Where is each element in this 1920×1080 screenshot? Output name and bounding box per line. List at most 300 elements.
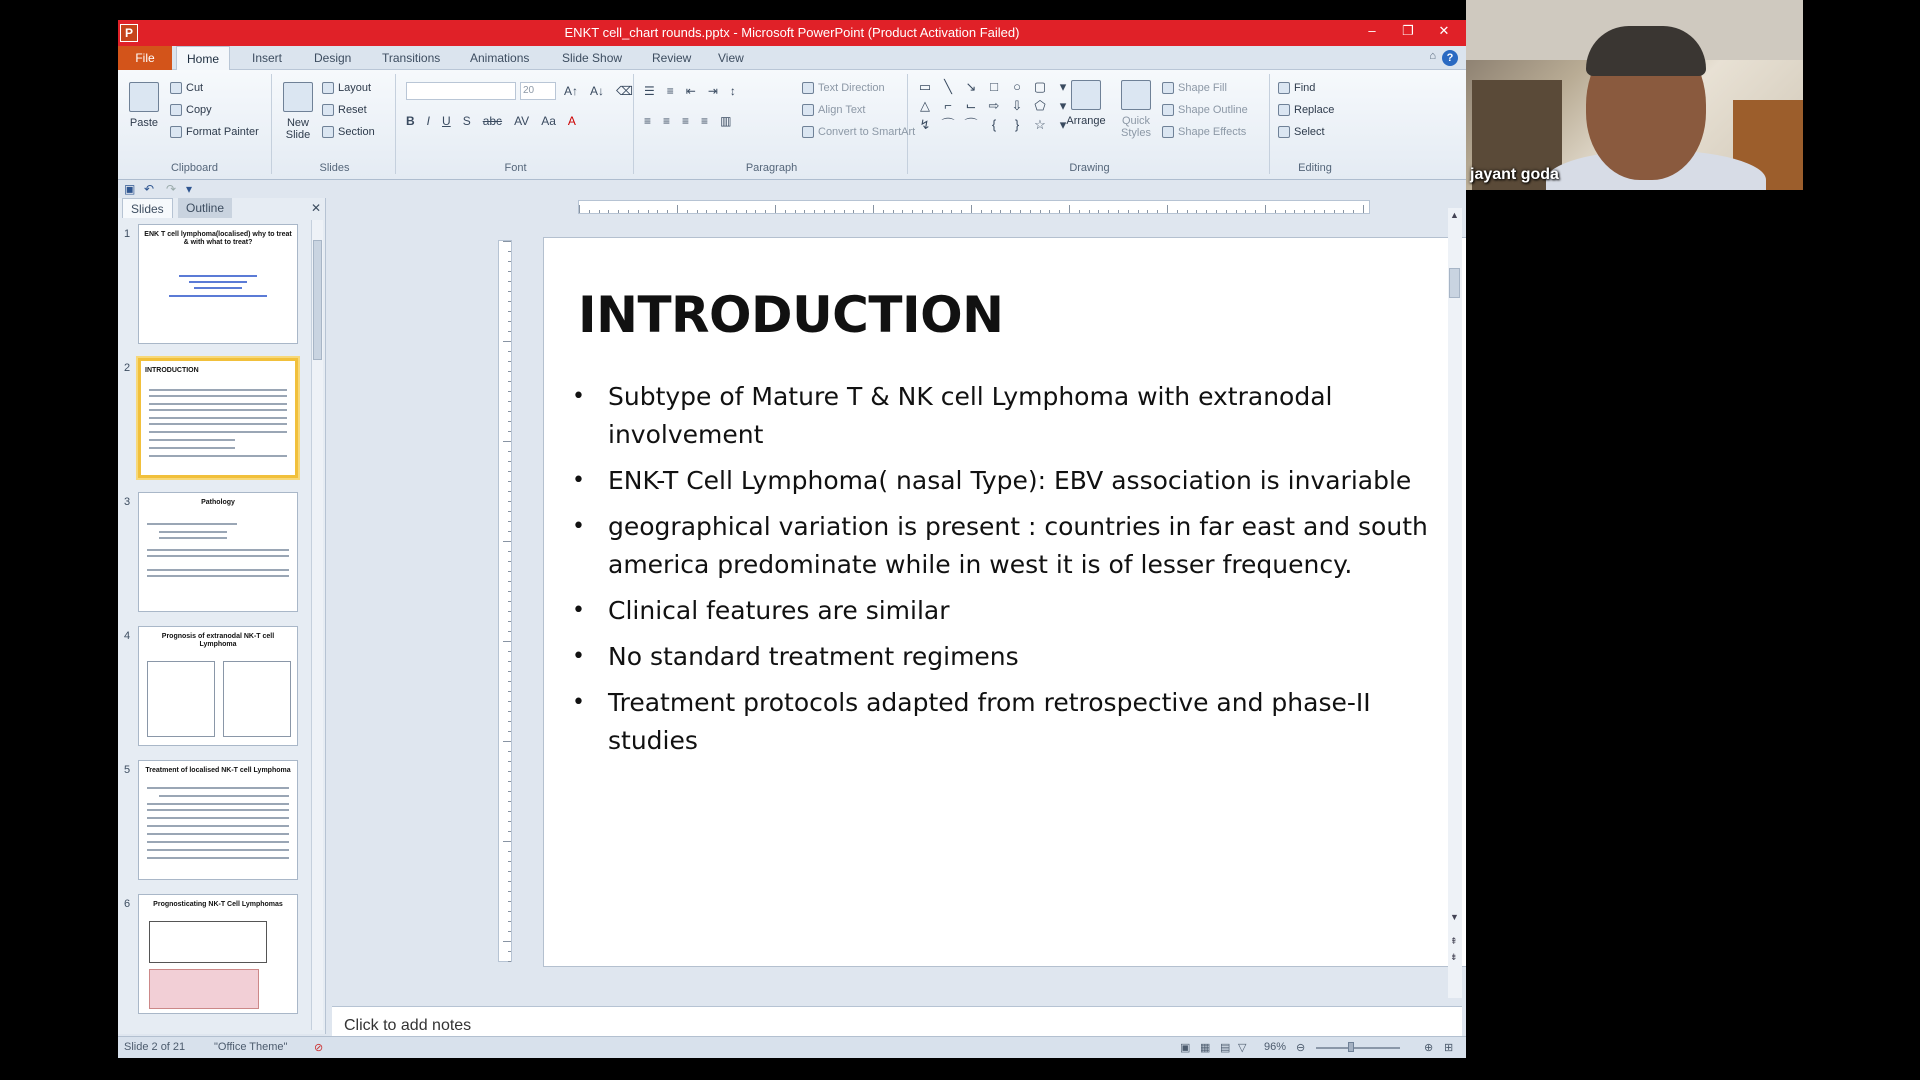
layout-button[interactable]: Layout (322, 82, 371, 94)
ruler-tick (1334, 210, 1335, 213)
more-shapes-icon[interactable]: ▾ (1059, 79, 1067, 94)
ruler-tick (508, 601, 511, 602)
undo-icon[interactable]: ↶ (144, 182, 155, 196)
ruler-tick (1049, 210, 1050, 213)
zoom-slider[interactable] (1316, 1047, 1400, 1049)
ruler-tick (1216, 210, 1217, 213)
shadow-icon[interactable]: S (462, 114, 471, 128)
ruler-tick (1196, 210, 1197, 213)
align-text-icon (802, 104, 814, 116)
ruler-tick (508, 401, 511, 402)
zoom-slider-thumb[interactable] (1348, 1042, 1354, 1052)
ruler-tick (508, 551, 511, 552)
ruler-tick (508, 631, 511, 632)
align-row (644, 114, 731, 128)
ruler-tick (508, 901, 511, 902)
slide-number: 1 (124, 228, 131, 240)
ruler-tick (1285, 210, 1286, 213)
ruler-tick (508, 281, 511, 282)
line-shape-icon[interactable]: ╲ (944, 79, 952, 94)
slide-thumbnail-6[interactable] (124, 894, 294, 1018)
italic-icon[interactable]: I (426, 114, 431, 128)
ruler-tick (508, 251, 511, 252)
shapes-gallery[interactable] (916, 79, 1067, 132)
clipboard-group (118, 74, 272, 174)
ruler-tick (508, 391, 511, 392)
ruler-tick (508, 581, 511, 582)
ruler-tick (1294, 210, 1295, 213)
thumbnail-frame (138, 224, 298, 344)
ruler-tick (893, 210, 894, 213)
format-painter-icon (170, 126, 182, 138)
thumbnail-frame (138, 626, 298, 746)
paste-icon (129, 82, 159, 112)
reset-button[interactable]: Reset (322, 104, 367, 116)
slideshow-view-icon[interactable]: ▽ (1238, 1042, 1247, 1054)
ribbon-tabs (118, 46, 1466, 70)
convert-smartart-button[interactable]: Convert to SmartArt (802, 126, 915, 138)
right-arrow-shape-icon[interactable]: ⇨ (988, 98, 1000, 113)
paste-button[interactable]: Paste (126, 82, 162, 129)
help-icon[interactable]: ? (1442, 50, 1458, 66)
ruler-tick (795, 210, 796, 213)
zoom-out-icon[interactable]: ⊖ (1296, 1042, 1306, 1054)
ruler-tick (508, 371, 511, 372)
ruler-tick (508, 771, 511, 772)
quick-access-toolbar (118, 180, 1466, 198)
drawing-label: Drawing (1069, 162, 1110, 174)
normal-view-icon[interactable]: ▣ (1180, 1042, 1191, 1054)
tab-animations[interactable]: Animations (470, 51, 530, 65)
arc-shape-icon[interactable]: ⌒ (964, 117, 978, 132)
editing-label: Editing (1298, 162, 1332, 174)
bullet-item[interactable]: • No standard treatment regimens (572, 638, 1452, 676)
ruler-tick (508, 871, 511, 872)
ruler-tick (508, 351, 511, 352)
ruler-tick (638, 210, 639, 213)
ruler-tick (508, 591, 511, 592)
ruler-tick (508, 481, 511, 482)
close-button[interactable]: ✕ (1438, 23, 1450, 38)
font-format-row (406, 114, 576, 128)
cut-button[interactable]: Cut (170, 82, 203, 94)
thumbnail-scrollbar[interactable] (311, 220, 323, 1030)
font-size-box[interactable]: 20 (520, 82, 556, 100)
new-slide-button[interactable]: New Slide (278, 82, 318, 141)
ruler-tick (1010, 210, 1011, 213)
brace-right-shape-icon[interactable]: } (1014, 117, 1020, 132)
minimize-button[interactable]: – (1368, 23, 1376, 38)
bullet-item[interactable]: • Treatment protocols adapted from retrospective and phase-II studies (572, 684, 1452, 760)
ruler-tick (508, 821, 511, 822)
ruler-tick (508, 661, 511, 662)
editing-group (1272, 74, 1358, 174)
tab-file[interactable]: File (118, 46, 172, 70)
ruler-tick (1255, 210, 1256, 213)
zoom-level[interactable]: 96% (1264, 1041, 1287, 1053)
ruler-tick (508, 271, 511, 272)
slide-number: 4 (124, 630, 131, 642)
ruler-tick (1069, 205, 1070, 213)
ruler-tick (1059, 210, 1060, 213)
ruler-tick (508, 431, 511, 432)
elbow-shape-icon[interactable]: ⌐ (944, 98, 952, 113)
ruler-tick (697, 210, 698, 213)
ruler-tick (951, 210, 952, 213)
tab-slide-show[interactable]: Slide Show (562, 51, 623, 65)
slides-pane (118, 198, 326, 1034)
textbox-shape-icon[interactable]: ▭ (918, 79, 932, 94)
ruler-tick (1275, 210, 1276, 213)
slide-body[interactable] (572, 378, 1452, 768)
grow-font-icon[interactable]: A↑ (564, 84, 579, 98)
quick-styles-icon (1121, 80, 1151, 110)
theme-name: "Office Theme" (214, 1041, 288, 1053)
ruler-tick (706, 210, 707, 213)
slide-sorter-icon[interactable]: ▦ (1200, 1042, 1211, 1054)
minimize-ribbon-icon[interactable]: ⌂ (1429, 50, 1436, 62)
ruler-tick (1089, 210, 1090, 213)
curve-shape-icon[interactable]: ↯ (919, 117, 931, 132)
ruler-tick (1020, 210, 1021, 213)
ruler-tick (508, 731, 511, 732)
ruler-tick (991, 210, 992, 213)
ruler-tick (765, 210, 766, 213)
ruler-tick (667, 210, 668, 213)
format-painter-button[interactable]: Format Painter (170, 126, 259, 138)
ruler-tick (1128, 210, 1129, 213)
ruler-tick (599, 210, 600, 213)
scroll-down-icon[interactable]: ▼ (1450, 912, 1459, 922)
reset-icon (322, 104, 334, 116)
ruler-tick (508, 651, 511, 652)
ruler-tick (508, 421, 511, 422)
thumbnail-frame (138, 492, 298, 612)
ruler-tick (508, 521, 511, 522)
scroll-shapes-icon[interactable]: ▾ (1059, 98, 1067, 113)
ruler-tick (1108, 210, 1109, 213)
connector-shape-icon[interactable]: ⌙ (965, 98, 977, 113)
zoom-in-icon[interactable]: ⊕ (1424, 1042, 1434, 1054)
spacing-icon[interactable]: AV (514, 114, 530, 128)
ruler-tick (508, 381, 511, 382)
shape-effects-button[interactable]: Shape Effects (1162, 126, 1246, 138)
slide-counter: Slide 2 of 21 (124, 1041, 186, 1053)
current-slide[interactable] (544, 238, 1466, 966)
tab-outline[interactable]: Outline (178, 198, 232, 218)
ruler-tick (1079, 210, 1080, 213)
slide-number: 5 (124, 764, 131, 776)
ruler-tick (508, 781, 511, 782)
ruler-tick (503, 941, 511, 942)
ruler-tick (503, 741, 511, 742)
down-arrow-shape-icon[interactable]: ⇩ (1011, 98, 1023, 113)
freeform-shape-icon[interactable]: ⌒ (941, 117, 955, 132)
rectangle-shape-icon[interactable]: □ (990, 79, 998, 94)
star-shape-icon[interactable]: ☆ (1034, 117, 1046, 132)
bullets-icon[interactable]: ☰ (644, 84, 655, 98)
clear-format-icon[interactable]: ⌫ (616, 84, 633, 98)
ruler-tick (932, 210, 933, 213)
ruler-tick (1265, 205, 1266, 213)
ruler-tick (508, 571, 511, 572)
ruler-tick (508, 311, 511, 312)
ruler-tick (503, 441, 511, 442)
ruler-tick (1138, 210, 1139, 213)
slide-thumbnail-3[interactable] (124, 492, 294, 616)
ruler-tick (503, 341, 511, 342)
list-row (644, 84, 736, 98)
arrange-icon (1071, 80, 1101, 110)
replace-button[interactable]: Replace (1278, 104, 1334, 116)
text-direction-button[interactable]: Text Direction (802, 82, 885, 94)
shape-outline-button[interactable]: Shape Outline (1162, 104, 1248, 116)
ruler-tick (508, 261, 511, 262)
ruler-tick (579, 205, 580, 213)
ruler-tick (508, 561, 511, 562)
ruler-tick (503, 841, 511, 842)
ruler-tick (508, 491, 511, 492)
cursor-icon (1278, 126, 1290, 138)
scissors-icon (170, 82, 182, 94)
redo-icon[interactable]: ↷ (166, 182, 177, 196)
text-direction-icon (802, 82, 814, 94)
slides-group (274, 74, 396, 174)
slide-thumbnail-4[interactable] (124, 626, 294, 750)
ruler-tick (873, 205, 874, 213)
close-pane-icon[interactable]: ✕ (310, 201, 321, 215)
shrink-font-icon[interactable]: A↓ (590, 84, 605, 98)
ruler-tick (508, 411, 511, 412)
slide-thumbnail-5[interactable] (124, 760, 294, 884)
notes-placeholder: Click to add notes (344, 1017, 472, 1034)
rounded-rect-shape-icon[interactable]: ▢ (1033, 79, 1047, 94)
ruler-tick (508, 461, 511, 462)
participant-name: jayant goda (1470, 166, 1559, 183)
slide-thumbnail-2[interactable] (124, 358, 294, 482)
justify-icon[interactable]: ≡ (701, 114, 709, 128)
ruler-tick (1098, 210, 1099, 213)
next-slide-icon[interactable]: ⇟ (1450, 952, 1458, 962)
ruler-tick (1343, 210, 1344, 213)
tab-insert[interactable]: Insert (252, 51, 283, 65)
ruler-tick (508, 701, 511, 702)
shape-fill-button[interactable]: Shape Fill (1162, 82, 1227, 94)
ruler-tick (1177, 210, 1178, 213)
ruler-tick (508, 811, 511, 812)
expand-shapes-icon[interactable]: ▾ (1059, 117, 1067, 132)
ruler-tick (628, 210, 629, 213)
thumbnail-frame (138, 358, 298, 478)
bullet-item[interactable]: • ENK-T Cell Lymphoma( nasal Type): EBV association is invariable (572, 462, 1452, 500)
ruler-tick (863, 210, 864, 213)
fit-to-window-icon[interactable]: ⊞ (1444, 1042, 1454, 1054)
numbering-icon[interactable]: ≡ (666, 84, 674, 98)
reading-view-icon[interactable]: ▤ (1220, 1042, 1231, 1054)
ruler-tick (657, 210, 658, 213)
ruler-tick (971, 205, 972, 213)
font-color-icon[interactable]: A (567, 114, 576, 128)
ruler-tick (508, 921, 511, 922)
ruler-tick (508, 301, 511, 302)
bullet-item[interactable]: • Clinical features are similar (572, 592, 1452, 630)
ruler-tick (508, 791, 511, 792)
brace-left-shape-icon[interactable]: { (991, 117, 997, 132)
pen-icon (1162, 104, 1174, 116)
save-icon[interactable]: ▣ (124, 182, 136, 196)
ruler-tick (508, 471, 511, 472)
align-center-icon[interactable]: ≡ (663, 114, 671, 128)
ruler-tick (687, 210, 688, 213)
font-grow-shrink (564, 84, 633, 98)
ruler-tick (508, 721, 511, 722)
ruler-tick (902, 210, 903, 213)
thumbnail-title: INTRODUCTION (145, 367, 199, 374)
editor-scrollbar[interactable] (1448, 208, 1462, 998)
ruler-tick (981, 210, 982, 213)
ruler-tick (508, 361, 511, 362)
tab-slides[interactable]: Slides (122, 198, 173, 218)
thumbnail-title: Pathology (201, 499, 235, 506)
slide-number: 2 (124, 362, 131, 374)
spellcheck-icon[interactable]: ⊘ (314, 1042, 324, 1054)
ruler-tick (804, 210, 805, 213)
strikethrough-icon[interactable]: abc (482, 114, 503, 128)
bullet-item[interactable]: • Subtype of Mature T & NK cell Lymphoma with extranodal involvement (572, 378, 1452, 454)
ruler-tick (755, 210, 756, 213)
scroll-up-icon[interactable]: ▲ (1450, 210, 1459, 220)
line-spacing-icon[interactable]: ↕ (729, 84, 736, 98)
align-right-icon[interactable]: ≡ (682, 114, 690, 128)
decrease-indent-icon[interactable]: ⇤ (685, 84, 696, 98)
triangle-shape-icon[interactable]: △ (920, 98, 930, 113)
align-text-button[interactable]: Align Text (802, 104, 866, 116)
slide-editor (330, 198, 1466, 1004)
ruler-tick (618, 210, 619, 213)
ruler-tick (1000, 210, 1001, 213)
font-name-box[interactable] (406, 82, 516, 100)
ruler-tick (508, 851, 511, 852)
thumbnail-frame (138, 894, 298, 1014)
quick-styles-button[interactable]: Quick Styles (1114, 80, 1158, 139)
ruler-tick (1206, 210, 1207, 213)
replace-icon (1278, 104, 1290, 116)
paragraph-group (636, 74, 916, 174)
smartart-icon (802, 126, 814, 138)
tab-design[interactable]: Design (314, 51, 352, 65)
ruler-tick (1324, 210, 1325, 213)
ruler-tick (508, 711, 511, 712)
bullet-item[interactable]: • geographical variation is present : countries in far east and south america predominate while in west it is of lesser frequency. (572, 508, 1452, 584)
ruler-tick (508, 831, 511, 832)
change-case-icon[interactable]: Aa (541, 114, 556, 128)
section-button[interactable]: Section (322, 126, 375, 138)
arrange-button[interactable]: Arrange (1062, 80, 1110, 127)
previous-slide-icon[interactable]: ⇞ (1450, 936, 1458, 946)
slide-number: 3 (124, 496, 131, 508)
arrow-shape-icon[interactable]: ↘ (965, 79, 977, 94)
ruler-tick (508, 861, 511, 862)
tab-home[interactable]: Home (176, 46, 230, 70)
ruler-tick (508, 911, 511, 912)
ruler-tick (608, 210, 609, 213)
increase-indent-icon[interactable]: ⇥ (707, 84, 718, 98)
ruler-tick (508, 331, 511, 332)
bold-icon[interactable]: B (406, 114, 415, 128)
drawing-group (910, 74, 1270, 174)
copy-button[interactable]: Copy (170, 104, 212, 116)
ruler-tick (726, 210, 727, 213)
select-button[interactable]: Select (1278, 126, 1325, 138)
ruler-tick (1363, 205, 1364, 213)
copy-icon (170, 104, 182, 116)
layout-icon (322, 82, 334, 94)
ruler-tick (503, 241, 511, 242)
font-group (398, 74, 634, 174)
customize-qat-icon[interactable]: ▾ (186, 182, 193, 196)
vertical-ruler (498, 240, 512, 962)
effects-icon (1162, 126, 1174, 138)
pentagon-shape-icon[interactable]: ⬠ (1034, 98, 1046, 113)
ruler-tick (834, 210, 835, 213)
tab-review[interactable]: Review (652, 51, 692, 65)
thumbnail-title: ENK T cell lymphoma(localised) why to treat & with what to treat? (144, 231, 292, 246)
paragraph-label: Paragraph (745, 162, 798, 174)
ruler-tick (736, 210, 737, 213)
ruler-tick (1167, 205, 1168, 213)
ruler-tick (508, 291, 511, 292)
ruler-tick (824, 210, 825, 213)
ruler-tick (677, 205, 678, 213)
thumbnail-title: Prognosticating NK-T Cell Lymphomas (153, 901, 283, 908)
ruler-tick (508, 761, 511, 762)
ruler-tick (942, 210, 943, 213)
slide-thumbnail-1[interactable] (124, 224, 294, 348)
paint-bucket-icon (1162, 82, 1174, 94)
ruler-tick (883, 210, 884, 213)
ruler-tick (508, 691, 511, 692)
ruler-tick (1353, 210, 1354, 213)
oval-shape-icon[interactable]: ○ (1013, 79, 1021, 94)
ruler-tick (508, 531, 511, 532)
pane-tabs (118, 198, 325, 218)
ruler-tick (775, 205, 776, 213)
underline-icon[interactable]: U (442, 114, 451, 128)
ruler-tick (508, 621, 511, 622)
slide-number: 6 (124, 898, 131, 910)
ruler-tick (814, 210, 815, 213)
ruler-tick (508, 321, 511, 322)
ruler-tick (508, 961, 511, 962)
ruler-tick (508, 451, 511, 452)
ruler-tick (912, 210, 913, 213)
ruler-tick (503, 641, 511, 642)
columns-icon[interactable]: ▥ (720, 114, 732, 128)
ruler-tick (785, 210, 786, 213)
align-left-icon[interactable]: ≡ (644, 114, 652, 128)
tab-view[interactable]: View (718, 51, 744, 65)
ruler-tick (1040, 210, 1041, 213)
powerpoint-window (118, 20, 1466, 1058)
ruler-tick (1187, 210, 1188, 213)
tab-transitions[interactable]: Transitions (382, 51, 441, 65)
find-button[interactable]: Find (1278, 82, 1315, 94)
title-bar (118, 20, 1466, 46)
ruler-tick (508, 951, 511, 952)
restore-button[interactable]: ❐ (1402, 23, 1414, 38)
thumbnail-title: Treatment of localised NK-T cell Lymphoma (145, 767, 291, 774)
slide-title[interactable]: INTRODUCTION (578, 286, 1004, 344)
